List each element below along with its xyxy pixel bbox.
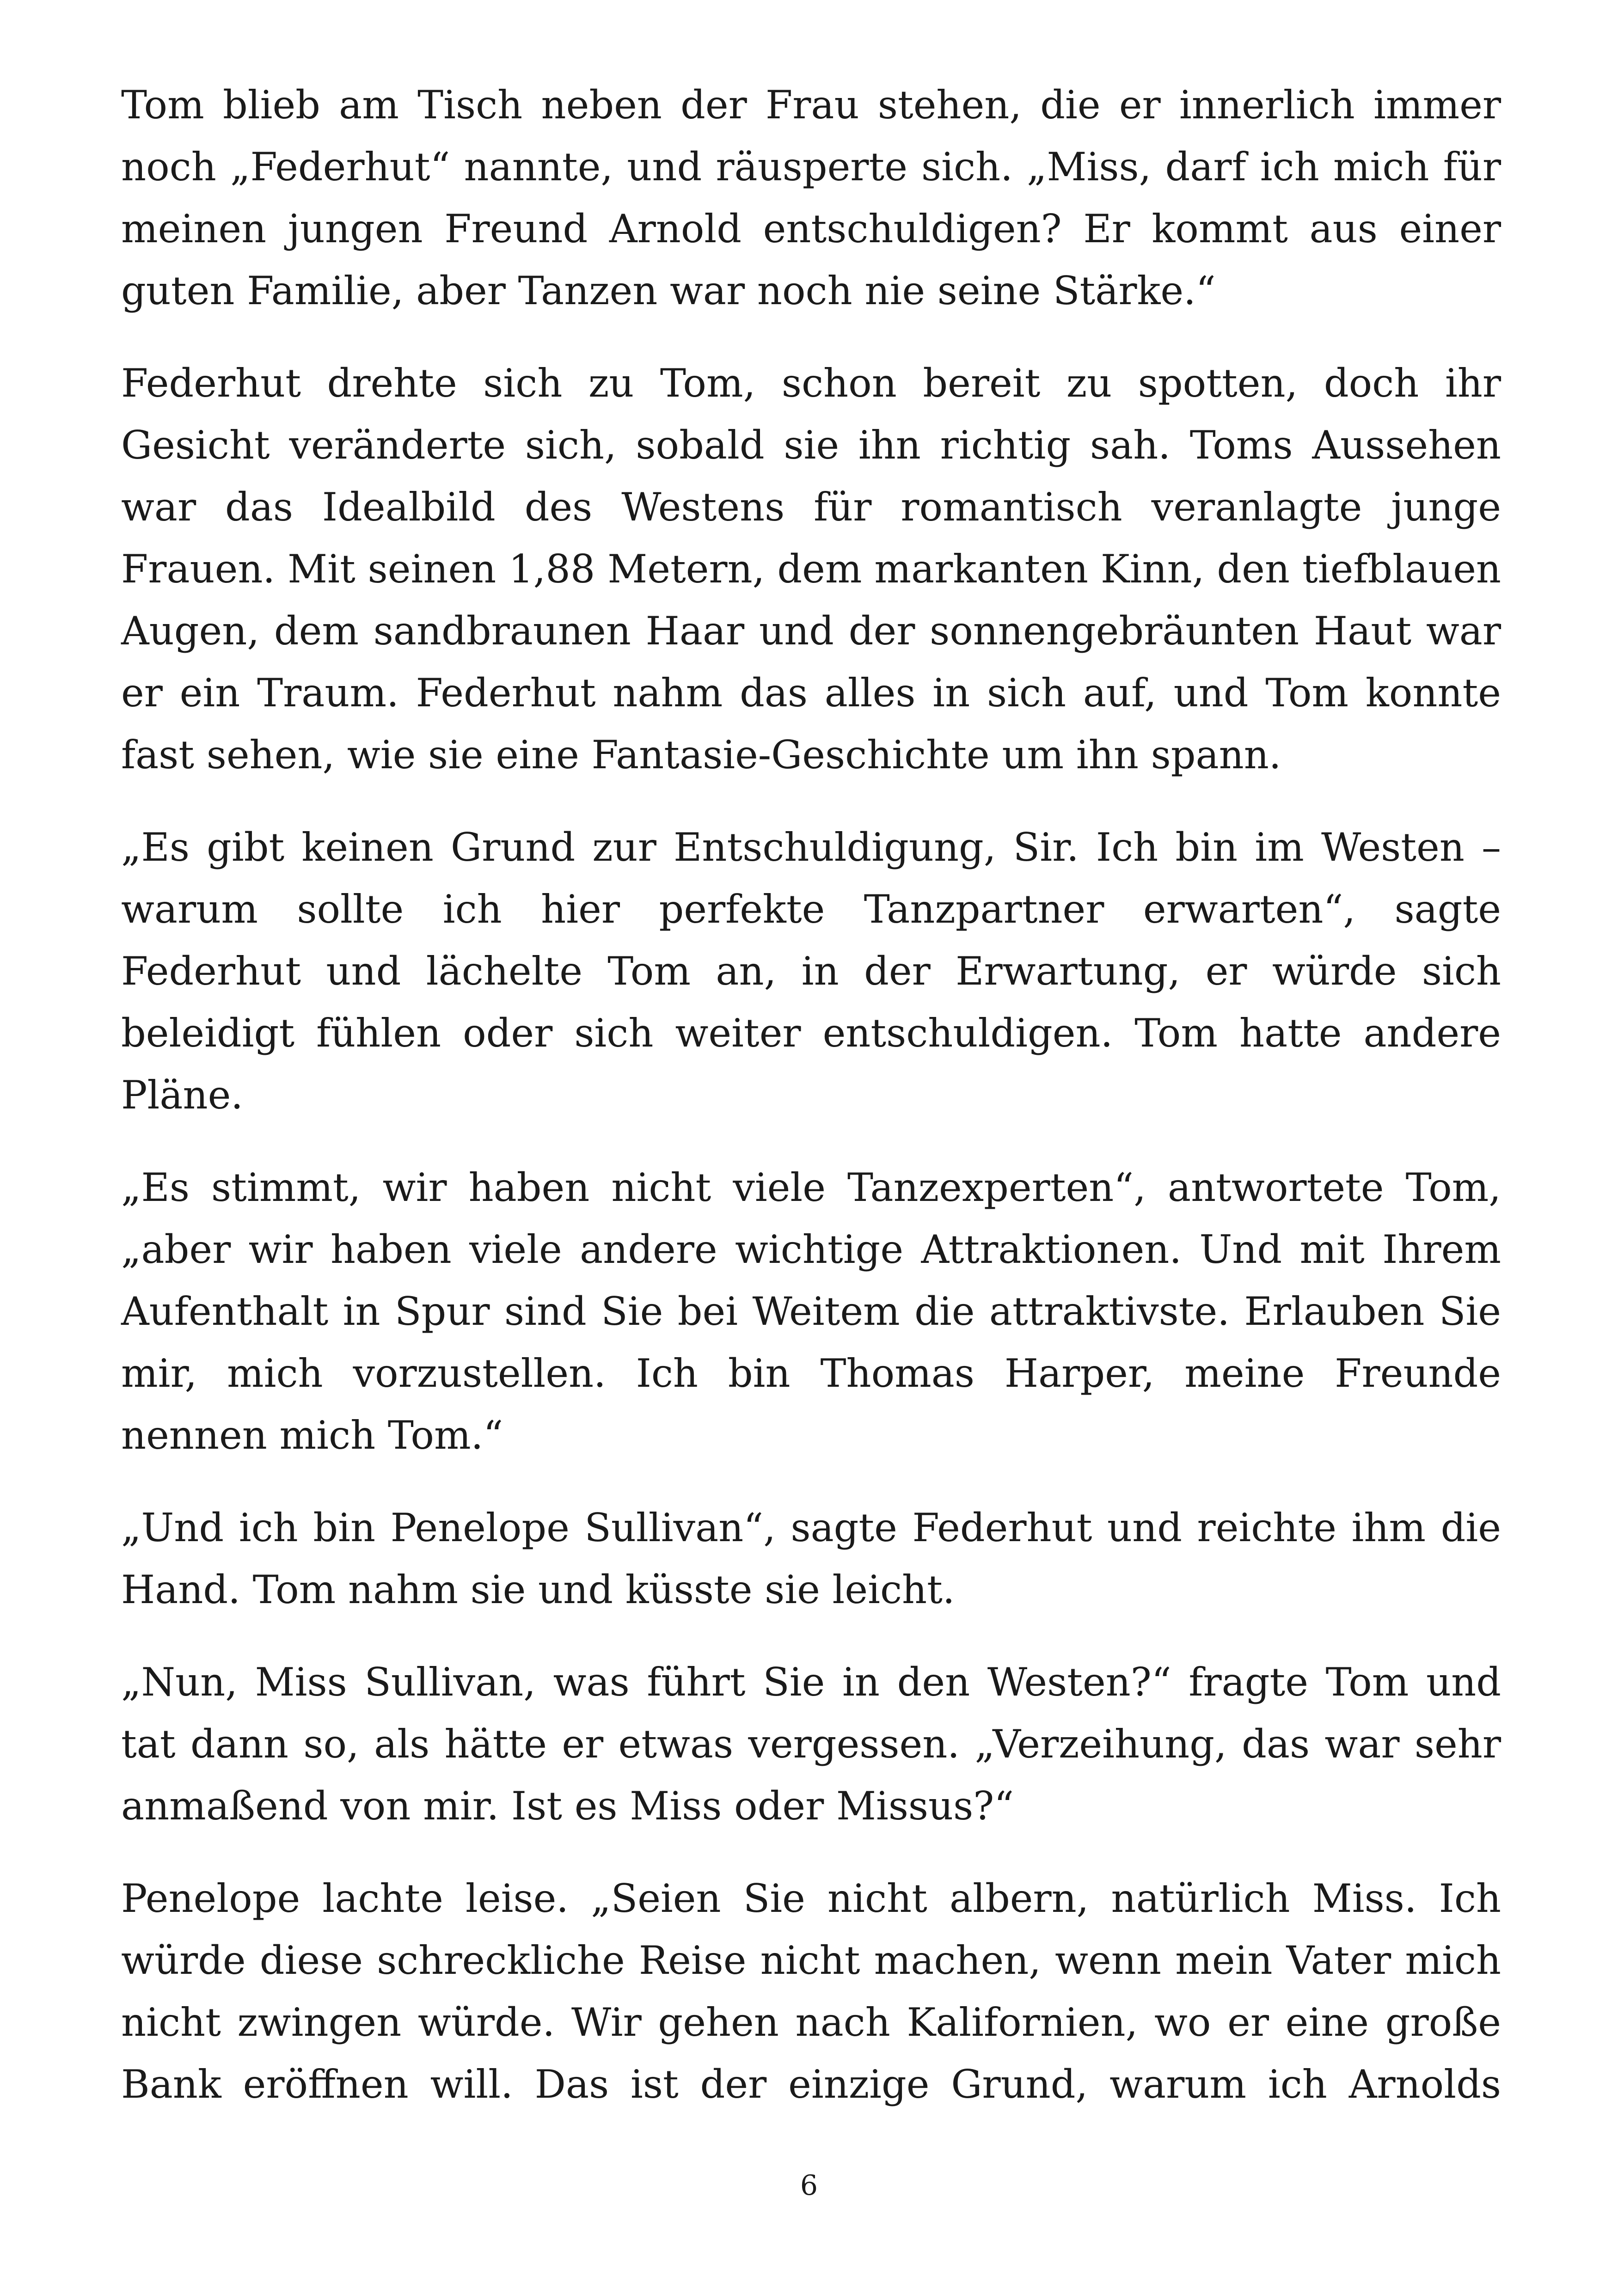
paragraph-5: „Und ich bin Penelope Sullivan“, sagte Federhut und reichte ihm die Hand. Tom nahm sie und küsste sie leicht. bbox=[121, 1505, 1501, 1612]
paragraph-6: „Nun, Miss Sullivan, was führt Sie in den Westen?“ fragte Tom und tat dann so, als hätte er etwas vergessen. „Verzeihung, das war sehr anmaßend von mir. Ist es Miss oder Missus?“ bbox=[121, 1659, 1501, 1829]
paragraph-4: „Es stimmt, wir haben nicht viele Tanzexperten“, antwortete Tom, „aber wir haben viele andere wichtige Attraktionen. Und mit Ihrem Aufenthalt in Spur sind Sie bei Weitem die attraktivste. Erlauben Sie mir, mich vorzustellen. Ich bin Thomas Harper, meine Freunde nennen mich Tom.“ bbox=[121, 1165, 1501, 1458]
paragraph-7: Penelope lachte leise. „Seien Sie nicht albern, natürlich Miss. Ich würde diese schreckliche Reise nicht machen, wenn mein Vater mich nicht zwingen würde. Wir gehen nach Kalifornien, wo er eine große Bank eröffnen will. Das ist der einzige Grund, warum ich Arnolds bbox=[121, 1876, 1501, 2107]
paragraph-3: „Es gibt keinen Grund zur Entschuldigung, Sir. Ich bin im Westen – warum sollte ich hier perfekte Tanzpartner erwarten“, sagte Federhut und lächelte Tom an, in der Erwartung, er würde sich beleidigt fühlen oder sich weiter entschuldigen. Tom hatte andere Pläne. bbox=[121, 825, 1501, 1118]
paragraph-2: Federhut drehte sich zu Tom, schon bereit zu spotten, doch ihr Gesicht veränderte sich, sobald sie ihn richtig sah. Toms Aussehen war das Idealbild des Westens für romantisch veranlagte junge Frauen. Mit seinen 1,88 Metern, dem markanten Kinn, den tiefblauen Augen, dem sandbraunen Haar und der sonnengebräunten Haut war er ein Traum. Federhut nahm das alles in sich auf, und Tom konnte fast sehen, wie sie eine Fantasie-Geschichte um ihn spann. bbox=[121, 361, 1501, 778]
body-text bbox=[121, 74, 1501, 2115]
paragraph-1: Tom blieb am Tisch neben der Frau stehen, die er innerlich immer noch „Federhut“ nannte, und räusperte sich. „Miss, darf ich mich für meinen jungen Freund Arnold entschuldigen? Er kommt aus einer guten Familie, aber Tanzen war noch nie seine Stärke.“ bbox=[121, 82, 1501, 313]
page-number: 6 bbox=[800, 2169, 818, 2202]
